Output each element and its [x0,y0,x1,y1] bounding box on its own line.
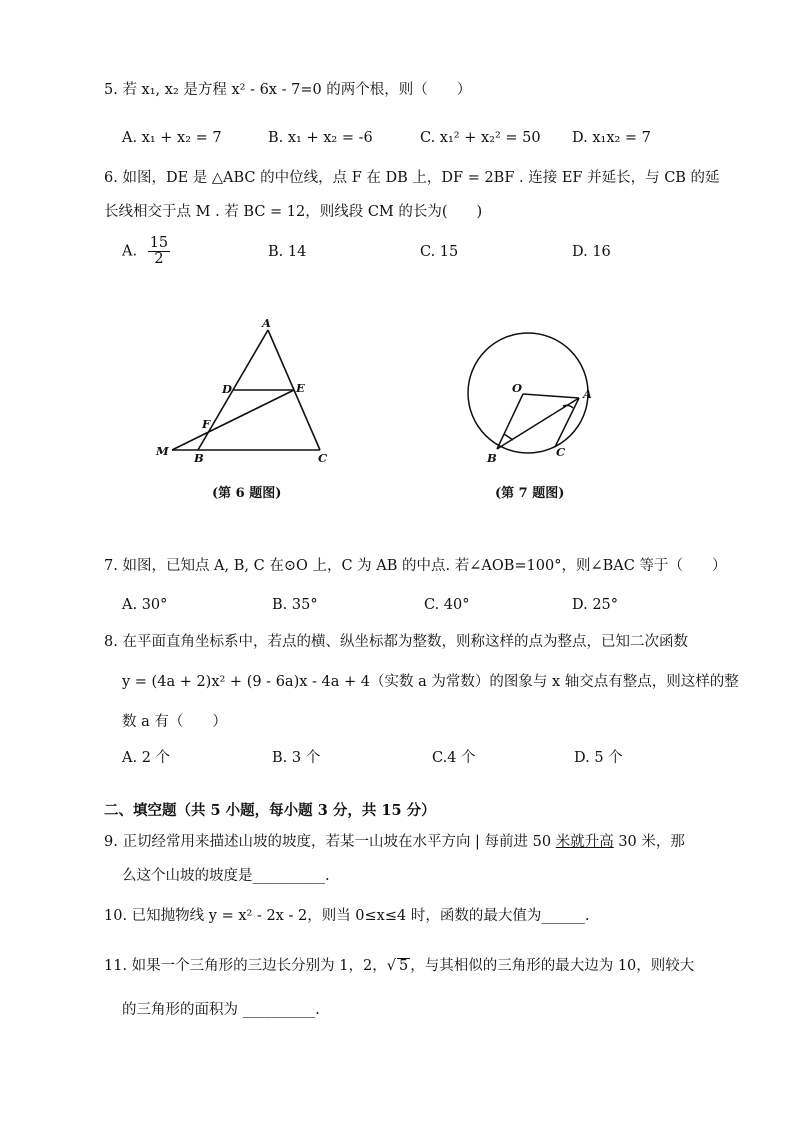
q6-option-a [122,236,170,267]
q7-option-a: A. 30° [122,597,168,613]
label-d: D [222,382,232,396]
q6-option-b: B. 14 [268,244,307,260]
label-c: C [556,445,566,459]
q5-option-b: B. x₁ + x₂ = -6 [268,130,373,146]
section-2-title: 二、填空题（共 5 小题，每小题 3 分，共 15 分） [104,802,436,819]
q7-option-c: C. 40° [424,597,470,613]
sqrt-symbol: √ [386,958,396,974]
label-f: F [202,417,211,431]
q7-stem: 7. 如图，已知点 A, B, C 在⊙O 上，C 为 AB 的中点. 若∠AOB=100°，则∠BAC 等于（ ） [104,558,727,574]
q11-line1 [104,958,694,975]
circle-o [468,333,588,453]
q5-option-a: A. x₁ + x₂ = 7 [122,130,222,146]
q5-option-d: D. x₁x₂ = 7 [572,130,651,146]
q9-line1-underlined: 米就升高 [555,834,614,850]
q5-option-c: C. x₁² + x₂² = 50 [420,130,541,146]
label-a: A [262,316,271,330]
q8-option-b: B. 3 个 [272,750,321,766]
label-o: O [512,381,523,395]
figure-7-circle [455,330,605,470]
q8-line2: y = (4a + 2)x² + (9 - 6a)x - 4a + 4（实数 a 为常数）的图象与 x 轴交点有整点，则这样的整 [122,674,739,690]
q6-option-d: D. 16 [572,244,611,260]
label-m: M [156,444,169,458]
label-e: E [296,381,305,395]
fraction-numerator: 15 [149,235,169,251]
q6-option-c: C. 15 [420,244,459,260]
figure-6-triangle [150,315,340,470]
segment-mf-e [172,390,294,450]
q6-line1: 6. 如图，DE 是 △ABC 的中位线，点 F 在 DB 上，DF = 2BF . 连接 EF 并延长，与 CB 的延 [104,170,720,186]
q8-line1: 8. 在平面直角坐标系中，若点的横、纵坐标都为整数，则称这样的点为整点，已知二次函数 [104,634,688,650]
q11-line1-a: 11. 如果一个三角形的三边长分别为 1，2， [104,958,387,974]
q10-stem: 10. 已知抛物线 y = x² - 2x - 2，则当 0≤x≤4 时，函数的最大值为______. [104,908,590,924]
figure-6-caption: (第 6 题图) [212,486,282,501]
q5-stem: 5. 若 x₁, x₂ 是方程 x² - 6x - 7=0 的两个根，则（ ） [104,82,472,98]
q9-line1 [104,834,685,851]
sqrt-radicand: 5 [398,958,409,974]
label-a: A [583,387,592,401]
q6-line2: 长线相交于点 M . 若 BC = 12，则线段 CM 的长为( ) [104,204,483,220]
q9-line1-b: 30 米，那 [613,834,685,850]
label-b: B [487,451,497,465]
fraction-denominator: 2 [154,251,164,268]
label-c: C [318,451,328,465]
angle-mark-b [504,434,513,440]
q11-line2: 的三角形的面积为 __________. [122,1002,320,1018]
q8-option-c: C.4 个 [432,750,476,766]
label-b: B [194,451,204,465]
q9-line1-a: 9. 正切经常用来描述山坡的坡度，若某一山坡在水平方向 | 每前进 50 [104,834,556,850]
figure-7-caption: (第 7 题图) [495,486,565,501]
segment-oa [523,394,579,398]
q11-line1-b: ，与其相似的三角形的最大边为 10，则较大 [410,958,695,974]
q9-line2: 么这个山坡的坡度是__________. [122,868,330,884]
q8-option-a: A. 2 个 [122,750,171,766]
q6-option-a-label: A. [122,243,138,260]
q7-option-b: B. 35° [272,597,318,613]
q8-line3: 数 a 有（ ） [122,714,227,730]
q8-option-d: D. 5 个 [574,750,623,766]
q7-option-d: D. 25° [572,597,619,613]
q6-option-a-fraction [148,236,170,267]
